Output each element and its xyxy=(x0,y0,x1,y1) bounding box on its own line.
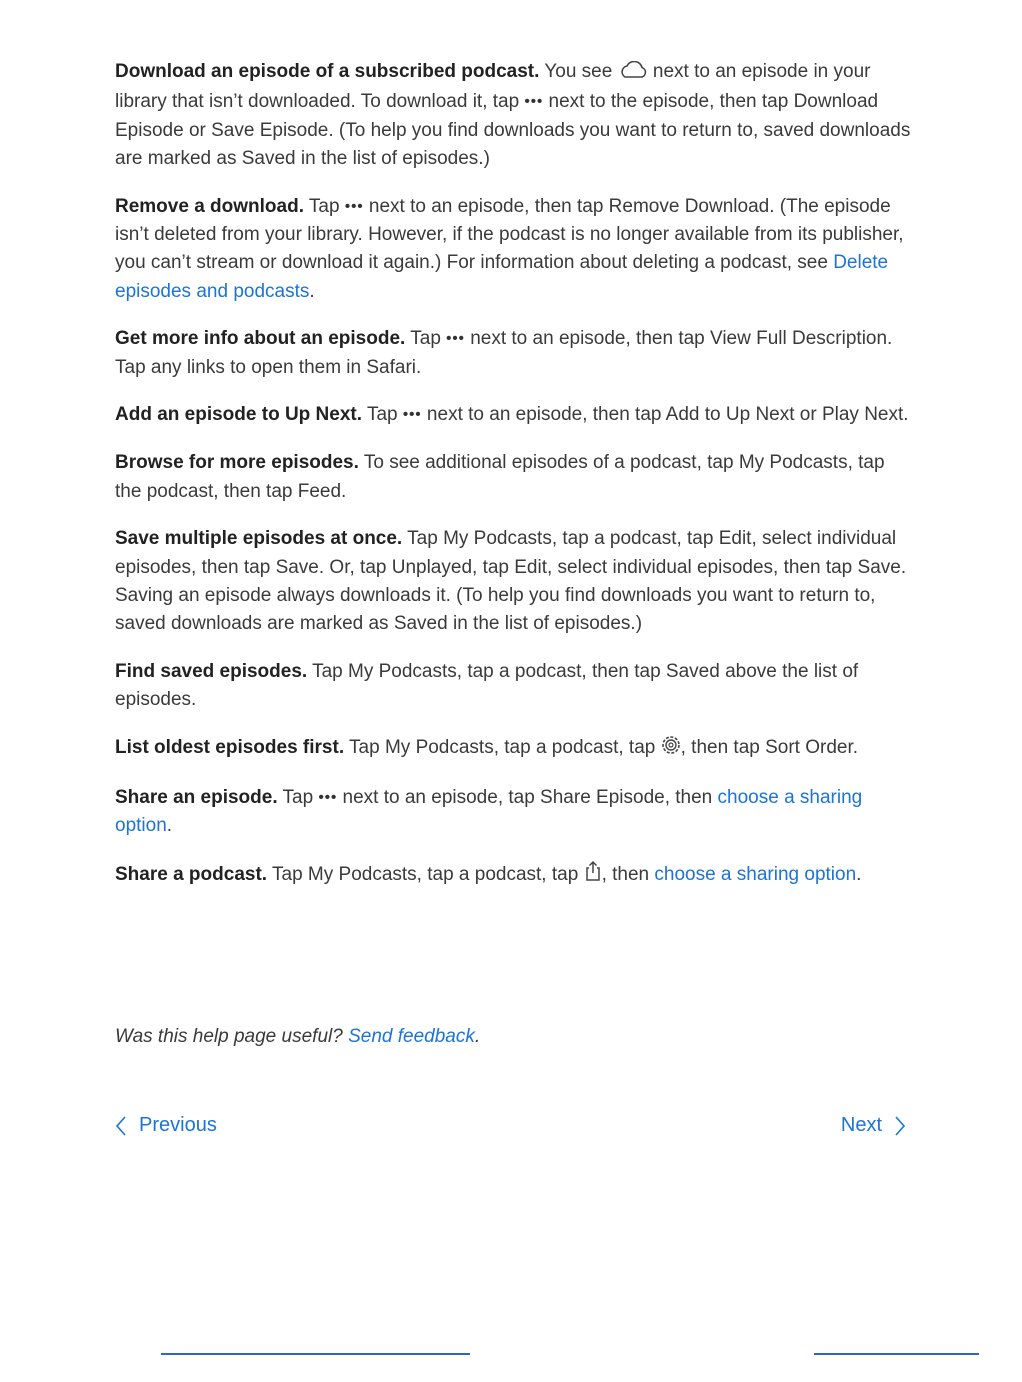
paragraph-text: . xyxy=(856,864,862,886)
paragraph-text: Tap xyxy=(303,195,345,217)
paragraph-share-podcast xyxy=(115,860,915,891)
paragraph-text: next to the episode, then tap Download Episode or Save Episode. (To help you find downloads you want to return to, saved downloads are marked as Saved in the list of episodes.) xyxy=(115,91,911,169)
paragraph-text: You see xyxy=(539,61,618,82)
delete-episodes-link[interactable]: Delete episodes and podcasts xyxy=(115,252,889,302)
paragraph-text: next to an episode, then tap Remove Download. (The episode isn’t deleted from your library. However, if the podcast is no longer available from its publisher, you can’t stream or download it again.) For information about deleting a podcast, see xyxy=(115,195,904,274)
previous-button[interactable] xyxy=(115,1114,217,1137)
cloud-icon xyxy=(618,60,648,88)
next-label: Next xyxy=(840,1114,882,1136)
paragraph-text: Tap My Podcasts, tap a podcast, tap xyxy=(267,864,584,886)
paragraph-text: next to an episode, then tap View Full Description. Tap any links to open them in Safari. xyxy=(115,328,893,378)
paragraph-text: , then xyxy=(601,864,655,886)
paragraph-find-saved xyxy=(115,658,915,715)
footer-rule-left xyxy=(161,1353,470,1355)
send-feedback-link[interactable]: Send feedback xyxy=(348,1026,475,1047)
paragraph-oldest-first xyxy=(115,734,915,764)
paragraph-save-multiple xyxy=(115,525,915,638)
paragraph-text: Tap My Podcasts, tap a podcast, tap xyxy=(344,737,661,759)
paragraph-heading: Browse for more episodes. xyxy=(115,452,359,474)
paragraph-text: Tap My Podcasts, tap a podcast, then tap Saved above the list of episodes. xyxy=(115,661,859,711)
more-dots-icon: ••• xyxy=(344,197,364,215)
more-dots-icon: ••• xyxy=(402,406,422,424)
feedback-prompt xyxy=(115,1026,480,1048)
paragraph-text: Tap xyxy=(362,404,403,426)
paragraph-browse-episodes xyxy=(115,449,915,506)
feedback-end: . xyxy=(474,1026,481,1047)
sharing-option-link[interactable]: choose a sharing option xyxy=(654,864,857,886)
previous-label: Previous xyxy=(139,1114,217,1136)
paragraph-heading: Get more info about an episode. xyxy=(115,328,406,350)
paragraph-heading: Find saved episodes. xyxy=(115,661,308,683)
feedback-question: Was this help page useful? xyxy=(115,1026,349,1047)
footer-rule-right xyxy=(814,1353,979,1355)
help-content xyxy=(115,58,915,911)
sharing-option-link[interactable]: choose a sharing option xyxy=(115,786,863,837)
paragraph-text: next to an episode, tap Share Episode, then xyxy=(337,786,718,808)
paragraph-download-episode xyxy=(115,58,915,173)
paragraph-text: Tap My Podcasts, tap a podcast, tap Edit, select individual episodes, then tap Save. Or, tap Unplayed, tap Edit, select individual episodes, then tap Save. Saving an episode always downloads it. (To help you find downloads you want to return to, saved downloads are marked as Saved in the list of episodes.) xyxy=(115,528,907,635)
paragraph-more-info xyxy=(115,325,915,382)
paragraph-heading: Share a podcast. xyxy=(115,864,268,886)
paragraph-heading: Save multiple episodes at once. xyxy=(115,528,403,550)
paragraph-share-episode xyxy=(115,784,915,841)
chevron-right-icon xyxy=(894,1115,906,1137)
paragraph-heading: Add an episode to Up Next. xyxy=(115,404,363,426)
next-button[interactable] xyxy=(841,1114,906,1137)
paragraph-heading: List oldest episodes first. xyxy=(115,737,345,759)
paragraph-text: next to an episode in your library that isn’t downloaded. To download it, tap xyxy=(115,61,871,113)
paragraph-text: Tap xyxy=(277,786,319,808)
paragraph-remove-download xyxy=(115,193,915,306)
paragraph-heading: Remove a download. xyxy=(115,195,304,217)
paragraph-text: , then tap Sort Order. xyxy=(680,737,859,759)
paragraph-text: To see additional episodes of a podcast, tap My Podcasts, tap the podcast, then tap Feed. xyxy=(115,452,885,502)
more-dots-icon: ••• xyxy=(524,93,544,111)
share-icon xyxy=(584,860,602,891)
paragraph-up-next xyxy=(115,401,915,429)
paragraph-text: . xyxy=(309,280,315,302)
paragraph-text: . xyxy=(166,815,173,837)
more-dots-icon: ••• xyxy=(318,788,338,806)
paragraph-text: next to an episode, then tap Add to Up Next or Play Next. xyxy=(421,404,909,426)
paragraph-heading: Share an episode. xyxy=(115,786,278,808)
paragraph-text: Tap xyxy=(405,328,447,350)
paragraph-heading: Download an episode of a subscribed podcast. xyxy=(115,61,540,82)
more-dots-icon: ••• xyxy=(446,330,465,348)
settings-gear-icon xyxy=(661,735,681,764)
chevron-left-icon xyxy=(115,1115,127,1137)
